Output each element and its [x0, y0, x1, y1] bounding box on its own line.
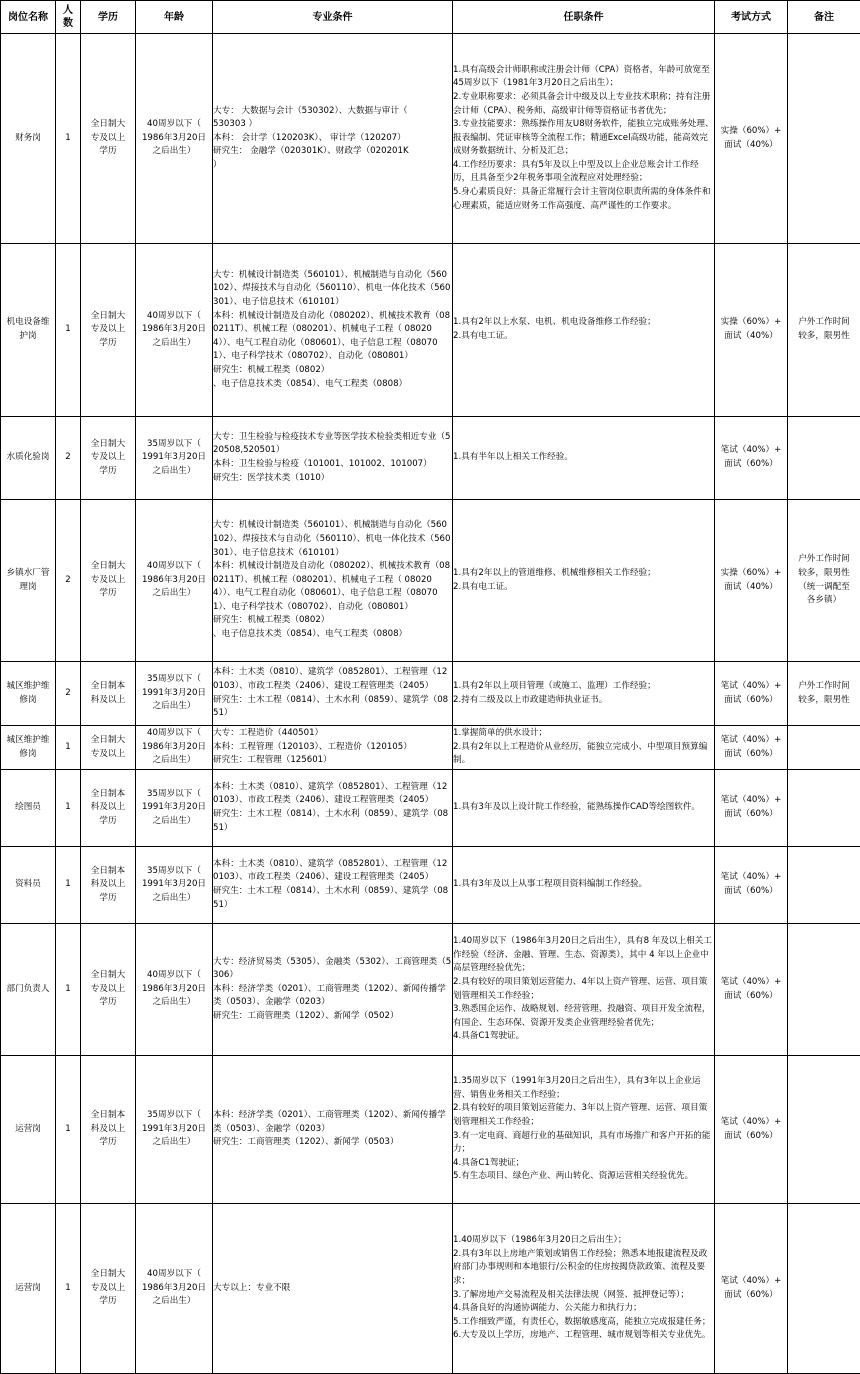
cell-major: [213, 924, 453, 1056]
cell-major: [213, 1056, 453, 1204]
cell-education-text: 全日制大 专及以上 学历: [81, 969, 135, 1010]
header-exam: 考试方式: [715, 1, 788, 34]
cell-education: [81, 1056, 136, 1204]
cell-requirements: [453, 417, 715, 500]
cell-age: [136, 847, 213, 924]
cell-count: [56, 500, 81, 662]
cell-requirements-text: 1.具有高级会计师职称或注册会计师（CPA）资格者，年龄可放宽至45周岁以下（1981年3月20日之后出生）； 2.专业职称要求：必须具备会计中级及以上专业技术职称；持有注册会计师（CPA）、税务师、高级审计师等资格证书者优先； 3.专业技能要求：熟练操作用友U8财务软件，能独立完成账务处理、报表编制、凭证审核等全流程工作；精通Excel高级功能，能高效完成财务数据统计、分析及汇总； 4.工作经历要求：具有5年及以上中型及以上企业总账会计工作经历，且具备至少2年税务事项全流程应对处理经验； 5.身心素质良好：具备正常履行会计主管岗位职责所需的身体条件和心理素质，能适应财务工作高强度、高严谨性的工作要求。: [453, 64, 714, 214]
cell-education-text: 全日制本 科及以上 学历: [81, 788, 135, 829]
cell-notes: [788, 1204, 860, 1374]
header-age: 年龄: [136, 1, 213, 34]
cell-count: [56, 662, 81, 726]
cell-age: [136, 1204, 213, 1374]
cell-exam-text: 实操（60%）+ 面试（40%）: [715, 567, 787, 594]
header-major: 专业条件: [213, 1, 453, 34]
table-row: [1, 34, 860, 244]
cell-notes: [788, 847, 860, 924]
table-row: [1, 244, 860, 417]
cell-position: [1, 726, 56, 770]
cell-notes: [788, 244, 860, 417]
cell-notes: [788, 417, 860, 500]
cell-education: [81, 244, 136, 417]
cell-position-text: 机电设备维 护岗: [1, 316, 55, 343]
cell-position: [1, 34, 56, 244]
cell-major: [213, 662, 453, 726]
cell-count: [56, 847, 81, 924]
table-row: [1, 726, 860, 770]
cell-age: [136, 417, 213, 500]
cell-requirements: [453, 244, 715, 417]
cell-notes: [788, 770, 860, 847]
table-row: [1, 662, 860, 726]
cell-exam-text: 笔试（40%）+ 面试（60%）: [715, 680, 787, 707]
cell-age-text: 40周岁以下（ 1986年3月20日 之后出生）: [136, 118, 212, 159]
cell-exam-text: 笔试（40%）+ 面试（60%）: [715, 1116, 787, 1143]
cell-count: [56, 244, 81, 417]
cell-position-text: 运营岗: [1, 1123, 55, 1137]
cell-exam: [715, 1056, 788, 1204]
cell-major-text: 大专：机械设计制造类（560101）、机械制造与自动化（560102）、焊接技术与自动化（560110）、机电一体化技术（560301）、电子信息技术（610101） 本科：机械设计制造及自动化（080202）、机械技术教育（080211T）、机械工程（080201）、机械电子工程（ 080204））、电气工程自动化（080601）、电子信息工程（080701）、电子科学技术（080702）、自动化（080801） 研究生：机械工程类（0802） 、电子信息技术类（0854）、电气工程类（0808）: [213, 269, 452, 391]
cell-requirements: [453, 662, 715, 726]
cell-count: [56, 1204, 81, 1374]
cell-major: [213, 244, 453, 417]
cell-notes: [788, 500, 860, 662]
cell-count-text: 1: [56, 878, 80, 892]
table-row: [1, 500, 860, 662]
cell-count: [56, 726, 81, 770]
cell-requirements-text: 1.40周岁以下（1986年3月20日之后出生）； 2.具有3年以上房地产策划或销售工作经验；熟悉本地报建流程及政府部门办事规则和本地银行/公积金的住房按揭贷款政策、流程及要求； 3.了解房地产交易流程及相关法律法规（网签、抵押登记等）； 4.具备良好的沟通协调能力、公关能力和执行力； 5.工作细致严谨，有责任心，数据敏感度高，能独立完成报建任务； 6.大专及以上学历，房地产、工程管理、城市规划等相关专业优先。: [453, 1234, 714, 1343]
cell-requirements: [453, 726, 715, 770]
cell-major: [213, 417, 453, 500]
cell-requirements: [453, 770, 715, 847]
cell-requirements: [453, 1056, 715, 1204]
cell-education: [81, 847, 136, 924]
cell-count-text: 2: [56, 574, 80, 588]
cell-age: [136, 662, 213, 726]
cell-count-text: 1: [56, 983, 80, 997]
cell-notes: [788, 662, 860, 726]
cell-requirements-text: 1.具有2年以上的管道维修、机械维修相关工作经验； 2.具有电工证。: [453, 567, 714, 594]
cell-age: [136, 34, 213, 244]
cell-major: [213, 847, 453, 924]
cell-education: [81, 1204, 136, 1374]
cell-exam: [715, 34, 788, 244]
cell-exam-text: 笔试（40%）+ 面试（60%）: [715, 734, 787, 761]
cell-major-text: 本科：土木类（0810）、建筑学（0852801）、工程管理（120103）、市政工程类（2406）、建设工程管理类（2405） 研究生：土木工程（0814）、土木水利（0859）、建筑学（0851）: [213, 666, 452, 720]
table-row: [1, 847, 860, 924]
cell-age-text: 35周岁以下（ 1991年3月20日 之后出生）: [136, 865, 212, 906]
cell-education-text: 全日制大 专及以上 学历: [81, 438, 135, 479]
cell-major-text: 本科：经济学类（0201）、工商管理类（1202）、新闻传播学类（0503）、金融学（0203） 研究生：工商管理类（1202）、新闻学（0503）: [213, 1109, 452, 1150]
cell-education-text: 全日制本 科及以上 学历: [81, 865, 135, 906]
cell-requirements-text: 1.具有3年及以上设计院工作经验，能熟练操作CAD等绘图软件。: [453, 801, 714, 815]
cell-age-text: 40周岁以下（ 1986年3月20日 之后出生）: [136, 969, 212, 1010]
cell-count-text: 1: [56, 1123, 80, 1137]
cell-count: [56, 924, 81, 1056]
cell-notes: [788, 726, 860, 770]
cell-age: [136, 500, 213, 662]
cell-requirements: [453, 34, 715, 244]
cell-education: [81, 662, 136, 726]
cell-position-text: 乡镇水厂管 理岗: [1, 567, 55, 594]
cell-count: [56, 1056, 81, 1204]
cell-requirements: [453, 1204, 715, 1374]
cell-exam: [715, 726, 788, 770]
cell-age-text: 35周岁以下（ 1991年3月20日 之后出生）: [136, 1109, 212, 1150]
cell-exam-text: 实操（60%）+ 面试（40%）: [715, 125, 787, 152]
cell-position-text: 部门负责人: [1, 983, 55, 997]
cell-requirements-text: 1.具有半年以上相关工作经验。: [453, 451, 714, 465]
cell-age-text: 40周岁以下（ 1986年3月20日 之后出生）: [136, 560, 212, 601]
cell-age: [136, 924, 213, 1056]
cell-education: [81, 417, 136, 500]
cell-major: [213, 34, 453, 244]
cell-position-text: 绘图员: [1, 801, 55, 815]
cell-age-text: 35周岁以下（ 1991年3月20日 之后出生）: [136, 788, 212, 829]
table-row: [1, 1056, 860, 1204]
cell-position-text: 财务岗: [1, 132, 55, 146]
cell-count-text: 1: [56, 1282, 80, 1296]
header-row: [1, 1, 860, 34]
cell-exam-text: 笔试（40%）+ 面试（60%）: [715, 794, 787, 821]
cell-count-text: 1: [56, 801, 80, 815]
cell-count-text: 1: [56, 323, 80, 337]
cell-major-text: 大专： 大数据与会计（530302）、大数据与审计（ 530303 ） 本科： 会计学（120203K）、 审计学（120207） 研究生： 金融学（020301K）、财政学（020201K ）: [213, 105, 452, 173]
cell-position-text: 运营岗: [1, 1282, 55, 1296]
cell-requirements: [453, 847, 715, 924]
cell-education: [81, 924, 136, 1056]
cell-position-text: 城区维护维 修岗: [1, 680, 55, 707]
cell-position: [1, 1204, 56, 1374]
cell-exam: [715, 770, 788, 847]
cell-education: [81, 34, 136, 244]
cell-position: [1, 244, 56, 417]
cell-exam-text: 实操（60%）+ 面试（40%）: [715, 316, 787, 343]
cell-requirements-text: 1.具有2年以上项目管理（或施工、监理）工作经验； 2.持有二级及以上市政建造师执业证书。: [453, 680, 714, 707]
cell-age-text: 40周岁以下（ 1986年3月20日 之后出生）: [136, 310, 212, 351]
cell-exam: [715, 847, 788, 924]
cell-exam-text: 笔试（40%）+ 面试（60%）: [715, 444, 787, 471]
cell-count-text: 1: [56, 741, 80, 755]
cell-education-text: 全日制大 专及以上 学历: [81, 560, 135, 601]
table-row: [1, 1204, 860, 1374]
cell-education-text: 全日制大 专及以上 学历: [81, 310, 135, 351]
header-notes: 备注: [788, 1, 860, 34]
cell-position-text: 城区维护维 修岗: [1, 734, 55, 761]
cell-position: [1, 662, 56, 726]
cell-major-text: 大专：卫生检验与检疫技术专业等医学技术检验类相近专业（520508,520501） 本科：卫生检验与检疫（101001、101002、101007） 研究生：医学技术类（1010）: [213, 431, 452, 485]
cell-requirements-text: 1.40周岁以下（1986年3月20日之后出生），具有8 年及以上相关工作经验（经济、金融、管理、生态、资源类），其中 4 年以上企业中高层管理经验优先； 2.具有较好的项目策划运营能力、4年以上资产管理、运营、项目策划管理相关工作经验； 3.熟悉国企运作、战略规划、经营管理、投融资、项目开发全流程，有国企、生态环保、资源开发类企业管理经验者优先； 4.具备C1驾驶证。: [453, 935, 714, 1044]
cell-position: [1, 847, 56, 924]
cell-position: [1, 500, 56, 662]
cell-exam-text: 笔试（40%）+ 面试（60%）: [715, 1275, 787, 1302]
cell-position: [1, 417, 56, 500]
cell-age-text: 40周岁以下（ 1986年3月20日 之后出生）: [136, 1268, 212, 1309]
header-count: 人数: [56, 1, 81, 34]
cell-major-text: 本科：土木类（0810）、建筑学（0852801）、工程管理（120103）、市政工程类（2406）、建设工程管理类（2405） 研究生：土木工程（0814）、土木水利（0859）、建筑学（0851）: [213, 858, 452, 912]
cell-count: [56, 34, 81, 244]
cell-exam: [715, 662, 788, 726]
cell-position: [1, 924, 56, 1056]
cell-count-text: 1: [56, 132, 80, 146]
cell-major-text: 大专：工程造价（440501） 本科：工程管理（120103）、工程造价（120105） 研究生：工程管理（125601）: [213, 727, 452, 768]
cell-major-text: 大专：机械设计制造类（560101）、机械制造与自动化（560102）、焊接技术与自动化（560110）、机电一体化技术（560301）、电子信息技术（610101） 本科：机械设计制造及自动化（080202）、机械技术教育（080211T）、机械工程（080201）、机械电子工程（ 080204））、电气工程自动化（080601）、电子信息工程（080701）、电子科学技术（080702）、自动化（080801） 研究生：机械工程类（0802） 、电子信息技术类（0854）、电气工程类（0808）: [213, 519, 452, 641]
cell-major: [213, 500, 453, 662]
cell-requirements-text: 1.具有2年以上水泵、电机、机电设备维修工作经验； 2.具有电工证。: [453, 316, 714, 343]
cell-major-text: 大专：经济贸易类（5305）、金融类（5302）、工商管理类（5306） 本科：经济学类（0201）、工商管理类（1202）、新闻传播学类（0503）、金融学（0203） 研究生：工商管理类（1202）、新闻学（0502）: [213, 956, 452, 1024]
cell-position-text: 资料员: [1, 878, 55, 892]
cell-education: [81, 770, 136, 847]
cell-notes: [788, 1056, 860, 1204]
cell-count: [56, 770, 81, 847]
cell-major: [213, 726, 453, 770]
cell-age-text: 35周岁以下（ 1991年3月20日 之后出生）: [136, 673, 212, 714]
cell-education: [81, 500, 136, 662]
cell-education-text: 全日制大 专及以上: [81, 734, 135, 761]
cell-age-text: 35周岁以下（ 1991年3月20日 之后出生）: [136, 438, 212, 479]
cell-exam: [715, 244, 788, 417]
cell-position-text: 水质化验岗: [1, 451, 55, 465]
cell-major: [213, 1204, 453, 1374]
cell-age-text: 40周岁以下（ 1986年3月20日 之后出生）: [136, 727, 212, 768]
cell-position: [1, 770, 56, 847]
cell-notes-text: 户外工作时间 较多，限男性: [788, 316, 860, 343]
cell-exam-text: 笔试（40%）+ 面试（60%）: [715, 976, 787, 1003]
cell-notes: [788, 34, 860, 244]
cell-age: [136, 770, 213, 847]
cell-requirements-text: 1.掌握简单的供水设计； 2.具有2年以上工程造价从业经历，能独立完成小、中型项目预算编制。: [453, 727, 714, 768]
cell-exam: [715, 1204, 788, 1374]
header-requirements: 任职条件: [453, 1, 715, 34]
cell-education-text: 全日制本 科及以上: [81, 680, 135, 707]
cell-education: [81, 726, 136, 770]
cell-requirements: [453, 924, 715, 1056]
cell-count-text: 2: [56, 451, 80, 465]
cell-age: [136, 726, 213, 770]
header-education: 学历: [81, 1, 136, 34]
cell-exam: [715, 500, 788, 662]
cell-major-text: 本科：土木类（0810）、建筑学（0852801）、工程管理（120103）、市政工程类（2406）、建设工程管理类（2405） 研究生：土木工程（0814）、土木水利（0859）、建筑学（0851）: [213, 781, 452, 835]
cell-education-text: 全日制本 科及以上 学历: [81, 1109, 135, 1150]
cell-exam-text: 笔试（40%）+ 面试（60%）: [715, 871, 787, 898]
header-position: 岗位名称: [1, 1, 56, 34]
table-row: [1, 417, 860, 500]
cell-age: [136, 1056, 213, 1204]
cell-exam: [715, 924, 788, 1056]
cell-education-text: 全日制大 专及以上 学历: [81, 1268, 135, 1309]
cell-notes-text: 户外工作时间 较多，限男性 （统一调配至 各乡镇）: [788, 553, 860, 607]
cell-education-text: 全日制大 专及以上 学历: [81, 118, 135, 159]
cell-requirements-text: 1.35周岁以下（1991年3月20日之后出生），具有3年以上企业运营、销售业务相关工作经验； 2.具有较好的项目策划运营能力、3年以上资产管理、运营、项目策划管理相关工作经验； 3.有一定电商、商超行业的基础知识，具有市场推广和客户开拓的能力； 4.具备C1驾驶证； 5.有生态项目、绿色产业、两山转化、资源运营相关经验优先。: [453, 1075, 714, 1184]
cell-major: [213, 770, 453, 847]
cell-count-text: 2: [56, 687, 80, 701]
table-row: [1, 770, 860, 847]
cell-age: [136, 244, 213, 417]
cell-count: [56, 417, 81, 500]
cell-position: [1, 1056, 56, 1204]
cell-notes-text: 户外工作时间 较多，限男性: [788, 680, 860, 707]
cell-requirements-text: 1.具有3年及以上从事工程项目资料编制工作经验。: [453, 878, 714, 892]
cell-notes: [788, 924, 860, 1056]
cell-requirements: [453, 500, 715, 662]
cell-exam: [715, 417, 788, 500]
cell-major-text: 大专以上：专业不限: [213, 1282, 452, 1296]
table-row: [1, 924, 860, 1056]
